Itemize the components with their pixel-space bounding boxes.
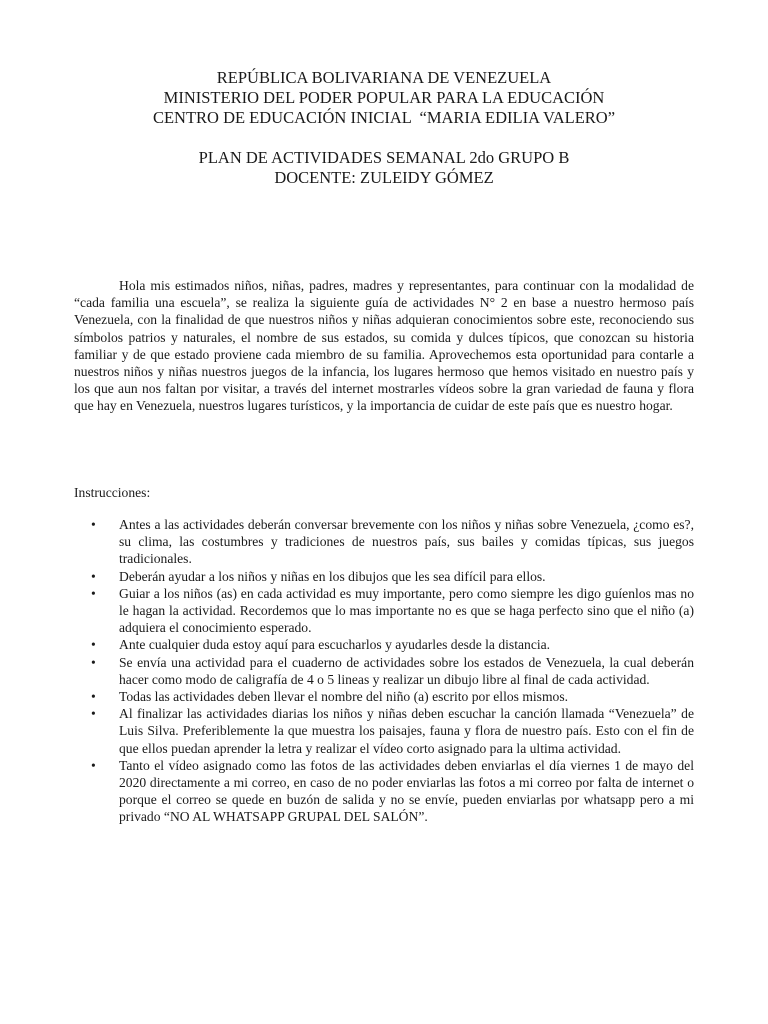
bullet-icon: •: [91, 706, 96, 722]
list-item: [74, 654, 694, 688]
bullet-icon: •: [91, 568, 96, 584]
list-item-text: Todas las actividades deben llevar el nombre del niño (a) escrito por ellos mismos.: [119, 689, 569, 705]
bullet-icon: •: [91, 689, 96, 705]
plan-title: PLAN DE ACTIVIDADES SEMANAL 2do GRUPO B: [198, 148, 570, 167]
list-item: [74, 688, 694, 705]
header-ministry: MINISTERIO DEL PODER POPULAR PARA LA EDUCACIÓN: [163, 88, 605, 107]
instructions-list: [74, 516, 694, 826]
list-item-text: Ante cualquier duda estoy aquí para escucharlos y ayudarles desde la distancia.: [119, 637, 551, 653]
instructions-title: Instrucciones:: [74, 485, 151, 500]
list-item-text: Antes a las actividades deberán conversar brevemente con los niños y niñas sobre Venezuela, ¿como es?, su clima, las costumbres y tradiciones de nuestros país, sus bailes y comidas típicas, sus juegos tradicionales.: [119, 517, 694, 567]
list-item: [74, 757, 694, 826]
bullet-icon: •: [91, 637, 96, 653]
bullet-icon: •: [91, 757, 96, 773]
list-item-text: Deberán ayudar a los niños y niñas en los dibujos que les sea difícil para ellos.: [119, 568, 546, 584]
list-item-text: Guiar a los niños (as) en cada actividad es muy importante, pero como siempre les digo guíenlos mas no le hagan la actividad. Recordemos que lo mas importante no es que se haga perfecto sino que el niño (a) adquiera el conocimiento esperado.: [119, 585, 694, 636]
list-item: [74, 705, 694, 757]
bullet-icon: •: [91, 517, 96, 532]
bullet-icon: •: [91, 654, 96, 670]
document-header: [0, 68, 768, 128]
bullet-icon: •: [91, 585, 96, 601]
list-item: [74, 636, 694, 653]
list-item: [74, 585, 694, 637]
list-item-text: Se envía una actividad para el cuaderno de actividades sobre los estados de Venezuela, la cual deberán hacer como modo de caligrafía de 4 o 5 lineas y realizar un dibujo libre al final de cada actividad.: [119, 654, 694, 687]
intro-paragraph: Hola mis estimados niños, niñas, padres, madres y representantes, para continuar con la modalidad de “cada familia una escuela”, se realiza la siguiente guía de actividades N° 2 en base a nuestro hermoso país Venezuela, con la finalidad de que nuestros niños y niñas adquieran conocimientos sobre este, reconociendo sus símbolos patrios y naturales, el nombre de sus estados, su comida y dulces típicos, que conozcan su historia familiar y de que estado proviene cada miembro de su familia. Aprovechemos esta oportunidad para contarle a nuestros niños y niñas nuestros juegos de la infancia, los lugares hermoso que hemos visitado en nuestro país y los que aun nos faltan por visitar, a través del internet mostrarles vídeos sobre la gran variedad de fauna y flora que hay en Venezuela, nuestros lugares turísticos, y la importancia de cuidar de este país que es nuestro hogar.: [74, 278, 694, 414]
header-school: CENTRO DE EDUCACIÓN INICIAL “MARIA EDILIA VALERO”: [152, 108, 616, 127]
list-item: [74, 568, 694, 585]
document-subheader: [0, 148, 768, 188]
teacher-name: DOCENTE: ZULEIDY GÓMEZ: [274, 168, 494, 187]
header-republic: REPÚBLICA BOLIVARIANA DE VENEZUELA: [216, 68, 552, 87]
list-item-text: Al finalizar las actividades diarias los niños y niñas deben escuchar la canción llamada “Venezuela” de Luis Silva. Preferiblemente la que muestra los paisajes, fauna y flora de nuestro país. Esto con el fin de que ellos puedan aprender la letra y realizar el vídeo corto asignado para la ultima actividad.: [119, 706, 694, 756]
list-item-text: Tanto el vídeo asignado como las fotos de las actividades deben enviarlas el día viernes 1 de mayo del 2020 directamente a mi correo, en caso de no poder enviarlas las fotos a mi correo por falta de internet o porque el correo se quede en buzón de salida y no se envíe, pueden enviarlas por whatsapp pero a mi privado “NO AL WHATSAPP GRUPAL DEL SALÓN”.: [119, 757, 694, 825]
list-item: [74, 516, 694, 568]
